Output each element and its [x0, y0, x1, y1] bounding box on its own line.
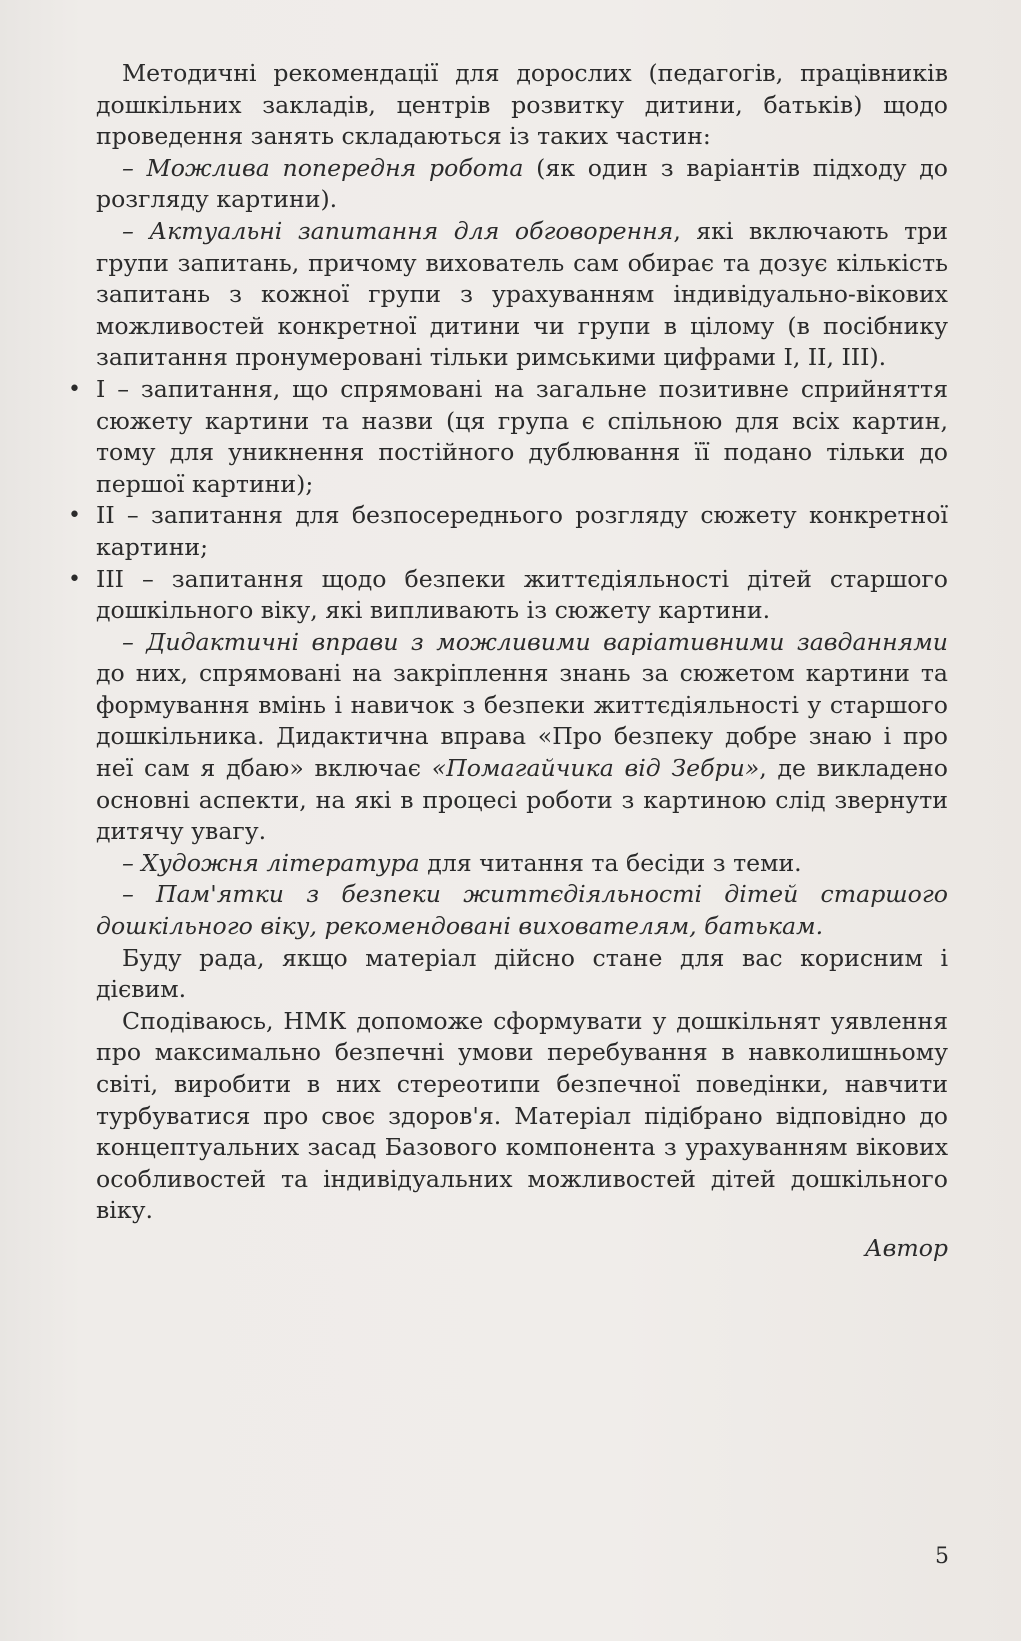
item-didactic-exercises-title: – Дидактичні вправи з можливими варіативними завданнями	[122, 627, 948, 656]
author-signature: Автор	[864, 1233, 948, 1262]
item-discussion-questions-title: – Актуальні запитання для обговорення	[122, 216, 674, 245]
item-safety-memos-title: – Пам'ятки з безпеки життєдіяльності дітей старшого дошкільного віку, рекомендовані вихователям, батькам.	[96, 880, 948, 941]
item-safety-memos	[96, 879, 948, 942]
zebra-helper-title: «Помагайчика від Зебри»	[431, 754, 760, 783]
item-preliminary-work	[96, 153, 948, 216]
list-item: • І – запитання, що спрямовані на загальне позитивне сприйняття сюжету картини та назви (ця група є спільною для всіх картин, тому для уникнення постійного дублювання її подано тільки до першої картини);	[68, 374, 948, 498]
closing-paragraph-2: Сподіваюсь, НМК допоможе сформувати у дошкільнят уявлення про максимально безпечні умови перебування в навколишньому світі, виробити в них стереотипи безпечної поведінки, навчити турбуватися про своє здоров'я. Матеріал підібрано відповідно до концептуальних засад Базового компонента з урахуванням вікових особливостей та індивідуальних можливостей дітей дошкільного віку.	[96, 1006, 948, 1225]
body-text	[68, 58, 949, 1265]
item-discussion-questions-text: , які включають три групи запитань, причому вихователь сам обирає та дозує кількість запитань з кожної групи з урахуванням індивідуально-вікових можливостей конкретної дитини чи групи в цілому (в посібнику запитання пронумеровані тільки римськими цифрами І, ІІ, ІІІ).	[96, 216, 949, 372]
item-preliminary-work-text: (як один з варіантів підходу до розгляду картини).	[96, 153, 948, 214]
intro-paragraph: Методичні рекомендації для дорослих (педагогів, працівників дошкільних закладів, центрів розвитку дитини, батьків) щодо проведення занять складаються із таких частин:	[96, 59, 948, 151]
list-item: • ІІ – запитання для безпосереднього розгляду сюжету конкретної картини;	[68, 501, 948, 561]
bullet-icon: •	[68, 376, 81, 402]
item-discussion-questions	[96, 216, 948, 374]
list-item: • ІІІ – запитання щодо безпеки життєдіяльності дітей старшого дошкільного віку, які випливають із сюжету картини.	[68, 564, 948, 625]
item-didactic-exercises: – Дидактичні вправи з можливими варіативними завданнями до них, спрямовані на закріплення знань за сюжетом картини та формування вмінь і навичок з безпеки життєдіяльності у старшого дошкільника. Дидактична вправа «Про безпеку добре знаю і про неї сам я дбаю» включає «Помагайчика від Зебри», де викладено основні аспекти, на які в процесі роботи з картиною слід звернути дитячу увагу.	[96, 627, 948, 846]
bullet-icon: •	[68, 503, 81, 529]
closing-paragraph-1: Буду рада, якщо матеріал дійсно стане для вас корисним і дієвим.	[96, 943, 948, 1004]
item-fiction-title: – Художня література	[122, 848, 420, 877]
page-number: 5	[935, 1544, 949, 1569]
bullet-icon: •	[68, 566, 81, 592]
item-preliminary-work-title: – Можлива попередня робота	[122, 153, 524, 182]
item-fiction: – Художня література для читання та бесіди з теми.	[122, 848, 802, 877]
question-groups-list	[68, 374, 948, 627]
